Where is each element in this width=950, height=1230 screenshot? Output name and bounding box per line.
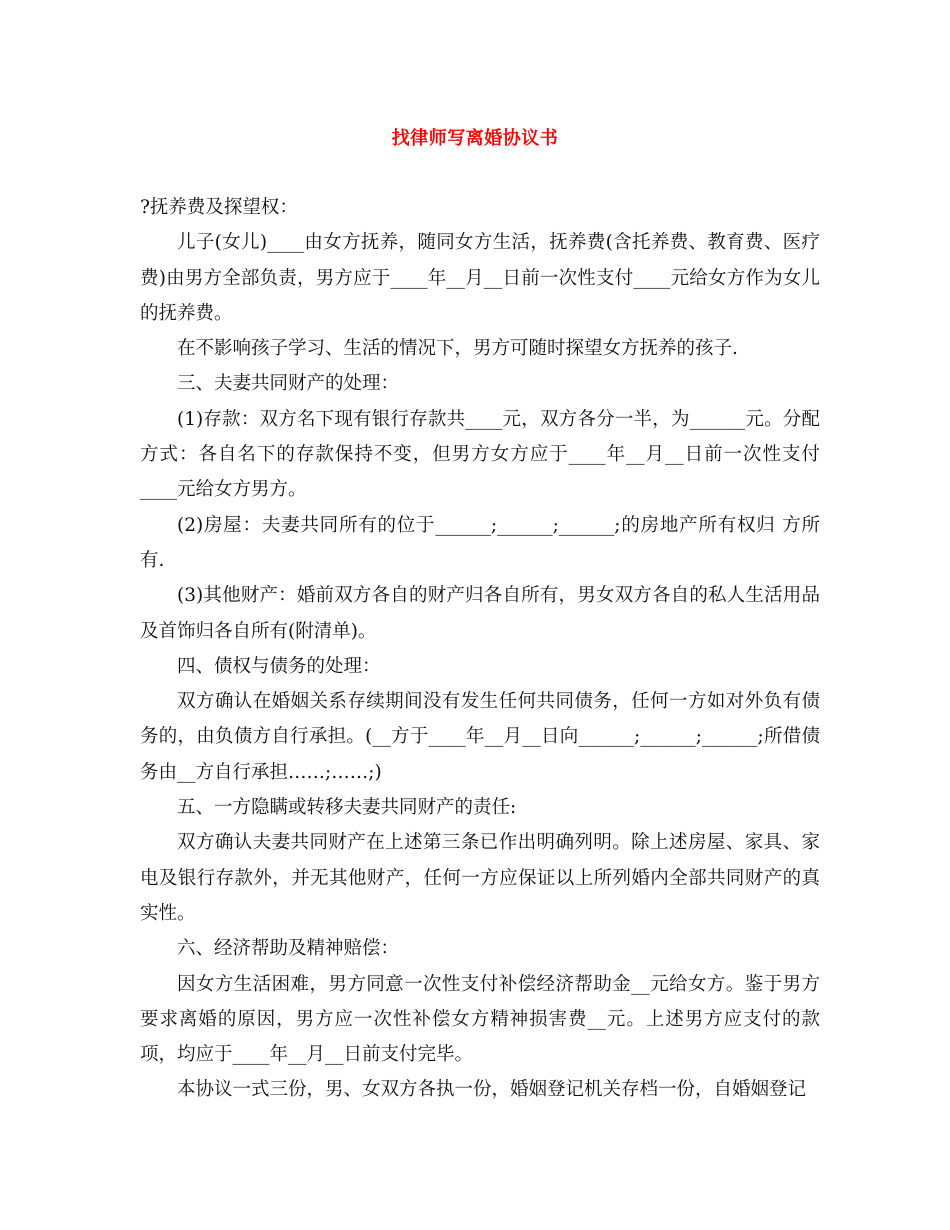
paragraph-copies: 本协议一式三份，男、女双方各执一份，婚姻登记机关存档一份，自婚姻登记	[177, 1079, 807, 1101]
paragraph-custody: 儿子(女儿)____由女方抚养，随同女方生活，抚养费(含托养费、教育费、医疗费)由男方全部负责，男方应于____年__月__日前一次性支付____元给女方作为女儿的抚养费。	[140, 232, 820, 324]
paragraph-deposits: (1)存款：双方名下现有银行存款共____元，双方各分一半，为______元。分配方式：各自名下的存款保持不变，但男方女方应于____年__月__日前一次性支付____元给女方男方。	[140, 408, 820, 501]
paragraph-housing: (2)房屋：夫妻共同所有的位于______;______;______;的房地产所有权归 方所有.	[140, 514, 820, 571]
paragraph-alimony-heading: ?抚养费及探望权：	[140, 197, 298, 218]
section-heading-joint-property: 三、夫妻共同财产的处理：	[177, 373, 400, 395]
document-body	[140, 190, 820, 1108]
section-heading-concealment: 五、一方隐瞒或转移夫妻共同财产的责任:	[177, 797, 517, 819]
section-heading-debts: 四、债权与债务的处理：	[177, 655, 381, 677]
paragraph-visitation: 在不影响孩子学习、生活的情况下，男方可随时探望女方抚养的孩子.	[177, 338, 738, 360]
paragraph-concealment: 双方确认夫妻共同财产在上述第三条已作出明确列明。除上述房屋、家具、家电及银行存款外，并无其他财产，任何一方应保证以上所列婚内全部共同财产的真实性。	[140, 832, 820, 924]
paragraph-debts: 双方确认在婚姻关系存续期间没有发生任何共同债务，任何一方如对外负有债务的，由负债方自行承担。(__方于____年__月__日向______;______;______;所借债务由__方自行承担……;……;)	[140, 691, 820, 783]
document-title: 找律师写离婚协议书	[391, 128, 559, 149]
paragraph-compensation: 因女方生活困难，男方同意一次性支付补偿经济帮助金__元给女方。鉴于男方要求离婚的原因，男方应一次性补偿女方精神损害费__元。上述男方应支付的款项，均应于____年__月__日前支付完毕。	[140, 973, 820, 1066]
paragraph-other-property: (3)其他财产：婚前双方各自的财产归各自所有，男女双方各自的私人生活用品及首饰归各自所有(附清单)。	[140, 585, 820, 642]
section-heading-compensation: 六、经济帮助及精神赔偿：	[177, 938, 400, 960]
